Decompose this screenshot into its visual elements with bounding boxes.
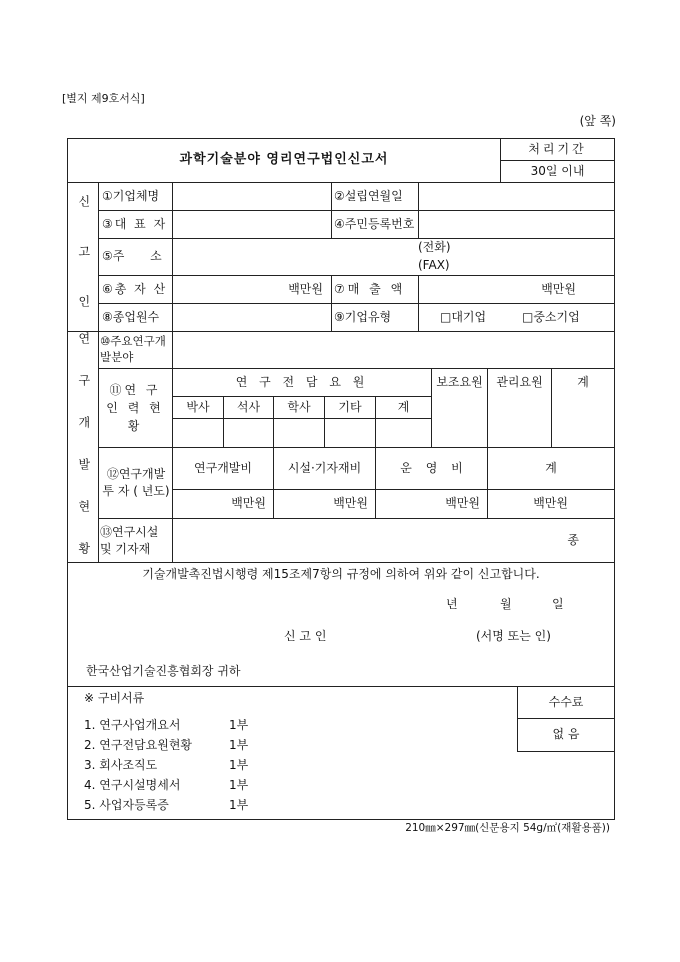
investment-operation-cost: 운 영 비 xyxy=(400,460,463,475)
large-company-checkbox[interactable]: □대기업 xyxy=(440,309,487,324)
document-item-5: 5. 사업자등록증 xyxy=(84,798,169,813)
sales-label: ⑦매 출 액 xyxy=(334,281,406,296)
fax-label: (FAX) xyxy=(418,258,450,273)
staff-total-header: 계 xyxy=(577,374,589,389)
company-type-label: ⑨기업유형 xyxy=(334,309,392,324)
total-assets-label: ⑥총 자 산 xyxy=(102,281,168,296)
processing-period-value: 30일 이내 xyxy=(530,163,585,178)
sme-checkbox[interactable]: □중소기업 xyxy=(522,309,580,324)
facility-label: ⑬연구시설 및 기자재 xyxy=(100,525,159,556)
document-item-1: 1. 연구사업개요서 xyxy=(84,718,181,733)
resident-number-field[interactable] xyxy=(419,211,614,238)
investment-label: ⑫연구개발 투 자 ( 년도) xyxy=(102,466,170,498)
date-month: 월 xyxy=(500,597,512,612)
date-year: 년 xyxy=(446,597,458,612)
document-item-4: 4. 연구시설명세서 xyxy=(84,778,181,793)
form-number: [별지 제9호서식] xyxy=(62,91,145,105)
investment-facility-cost: 시설·기자재비 xyxy=(287,460,362,475)
main-field-label: ⑩주요연구개발분야 xyxy=(100,334,166,364)
investment-total: 계 xyxy=(545,460,557,475)
applicant-section-label: 신 고 인 xyxy=(76,195,91,319)
resident-number-label: ④주민등록번호 xyxy=(334,216,415,231)
documents-heading: ※ 구비서류 xyxy=(84,691,145,706)
degree-phd: 박사 xyxy=(186,399,210,414)
phone-label: (전화) xyxy=(418,240,451,255)
document-item-5-count: 1부 xyxy=(229,798,249,813)
degree-bachelors: 학사 xyxy=(287,399,311,414)
document-item-3: 3. 회사조직도 xyxy=(84,758,158,773)
total-assets-unit: 백만원 xyxy=(288,281,323,296)
facility-unit: 종 xyxy=(567,532,579,547)
document-item-2: 2. 연구전담요원현황 xyxy=(84,738,193,753)
address-field[interactable] xyxy=(173,239,614,275)
document-item-1-count: 1부 xyxy=(229,718,249,733)
declarant-label: 신 고 인 xyxy=(284,629,327,644)
company-name-field[interactable] xyxy=(173,183,331,210)
representative-field[interactable] xyxy=(173,211,331,238)
company-name-label: ①기업체명 xyxy=(102,188,160,203)
investment-unit-2: 백만원 xyxy=(333,496,368,511)
degree-masters: 석사 xyxy=(236,399,261,414)
degree-other: 기타 xyxy=(338,399,362,414)
signature-label: (서명 또는 인) xyxy=(476,629,551,644)
established-date-field[interactable] xyxy=(419,183,614,210)
employees-field[interactable] xyxy=(173,304,331,331)
address-label: ⑤주 소 xyxy=(102,249,162,264)
fee-value: 없 음 xyxy=(552,727,580,742)
investment-unit-1: 백만원 xyxy=(231,496,266,511)
document-item-2-count: 1부 xyxy=(229,738,249,753)
processing-period-label: 처리기간 xyxy=(528,141,587,156)
sales-unit: 백만원 xyxy=(541,281,576,296)
investment-rnd-cost: 연구개발비 xyxy=(194,460,252,475)
main-field-field[interactable] xyxy=(173,332,614,368)
recipient: 한국산업기술진흥협회장 귀하 xyxy=(86,664,241,679)
form-title: 과학기술분야 영리연구법인신고서 xyxy=(179,152,389,168)
paper-spec: 210㎜×297㎜(신문용지 54g/㎡(재활용품)) xyxy=(405,822,610,835)
manager-header: 관리요원 xyxy=(496,374,543,389)
fee-label: 수수료 xyxy=(548,694,584,709)
dedicated-researchers-header: 연 구 전 담 요 원 xyxy=(235,374,369,389)
rnd-section-label: 연 구 개 발 현 황 xyxy=(76,332,91,562)
investment-unit-4: 백만원 xyxy=(533,496,568,511)
degree-total: 계 xyxy=(397,399,410,414)
employees-label: ⑧종업원수 xyxy=(102,309,160,324)
document-item-4-count: 1부 xyxy=(229,778,249,793)
assistant-header: 보조요원 xyxy=(436,374,483,389)
document-item-3-count: 1부 xyxy=(229,758,249,773)
representative-label: ③대 표 자 xyxy=(102,216,168,231)
page-side-label: (앞 쪽) xyxy=(579,114,616,129)
investment-unit-3: 백만원 xyxy=(445,496,480,511)
staff-label: ⑪연 구 인 력 현 황 xyxy=(106,383,164,433)
declaration-statement: 기술개발촉진법시행령 제15조제7항의 규정에 의하여 위와 같이 신고합니다. xyxy=(142,567,540,582)
date-day: 일 xyxy=(552,597,564,612)
established-date-label: ②설립연월일 xyxy=(334,188,403,203)
